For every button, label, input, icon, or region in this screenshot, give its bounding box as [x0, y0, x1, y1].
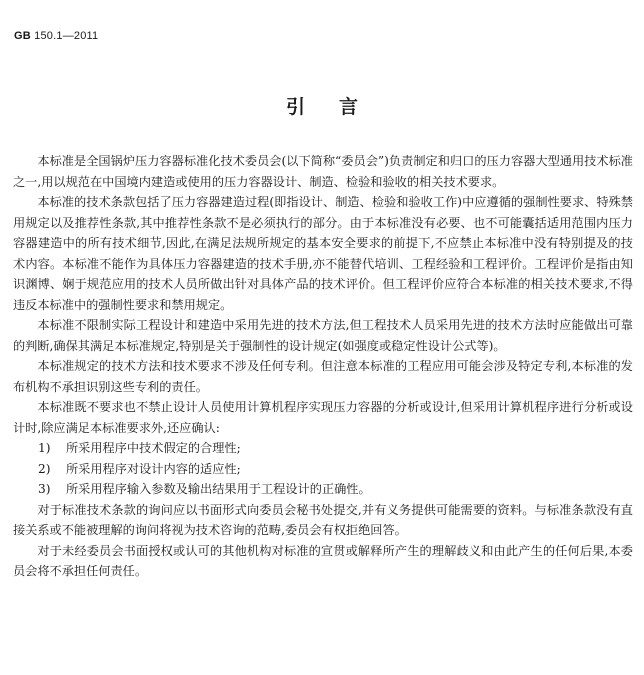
- standard-number: 150.1—2011: [34, 30, 99, 42]
- paragraph: 本标准既不要求也不禁止设计人员使用计算机程序实现压力容器的分析或设计,但采用计算机程序进行分析或设计时,除应满足本标准要求外,还应确认:: [13, 400, 633, 435]
- paragraph: 本标准的技术条款包括了压力容器建造过程(即指设计、制造、检验和验收工作)中应遵循的强制性要求、特殊禁用规定以及推荐性条款,其中推荐性条款不是必须执行的部分。由于本标准没有必要、也不可能囊括适用范围内压力容器建造中的所有技术细节,因此,在满足法规所规定的基本安全要求的前提下,不应禁止本标准中没有特别提及的技术内容。本标准不能作为具体压力容器建造的技术手册,亦不能替代培训、工程经验和工程评价。工程评价是指由知识渊博、娴于规范应用的技术人员所做出针对具体产品的技术评价。但工程评价应符合本标准的相关技术要求,不得违反本标准中的强制性要求和禁用规定。: [13, 195, 633, 312]
- section-title: 引言: [285, 96, 392, 118]
- paragraph: 对于未经委员会书面授权或认可的其他机构对标准的宣贯或解释所产生的理解歧义和由此产生的任何后果,本委员会将不承担任何责任。: [13, 543, 633, 578]
- paragraph: 本标准规定的技术方法和技术要求不涉及任何专利。但注意本标准的工程应用可能会涉及特定专利,本标准的发布机构不承担识别这些专利的责任。: [13, 359, 633, 394]
- list-item-text: 所采用程序输入参数及输出结果用于工程设计的正确性。: [66, 482, 371, 496]
- list-item-number: 1): [38, 441, 51, 455]
- list-item-number: 3): [38, 482, 51, 496]
- list-item-text: 所采用程序中技术假定的合理性;: [66, 441, 241, 455]
- paragraph: 对于标准技术条款的询问应以书面形式向委员会秘书处提交,并有义务提供可能需要的资料。与标准条款没有直接关系或不能被理解的询问将视为技术咨询的范畴,委员会有权拒绝回答。: [13, 502, 633, 537]
- paragraph: 本标准不限制实际工程设计和建造中采用先进的技术方法,但工程技术人员采用先进的技术方法时应能做出可靠的判断,确保其满足本标准规定,特别是关于强制性的设计规定(如强度或稳定性设计公式等)。: [13, 318, 633, 353]
- list-item: [13, 479, 633, 500]
- standard-header: [14, 30, 98, 42]
- list-item-number: 2): [38, 461, 51, 476]
- body-text: [13, 151, 633, 582]
- list-item: [13, 438, 633, 459]
- list-item-text: 所采用程序对设计内容的适应性;: [66, 461, 241, 476]
- paragraph: 本标准是全国锅炉压力容器标准化技术委员会(以下简称“委员会”)负责制定和归口的压力容器大型通用技术标准之一,用以规范在中国境内建造或使用的压力容器设计、制造、检验和验收的相关技术要求。: [13, 154, 633, 189]
- standard-code: GB: [14, 30, 31, 42]
- list-item: [13, 459, 633, 480]
